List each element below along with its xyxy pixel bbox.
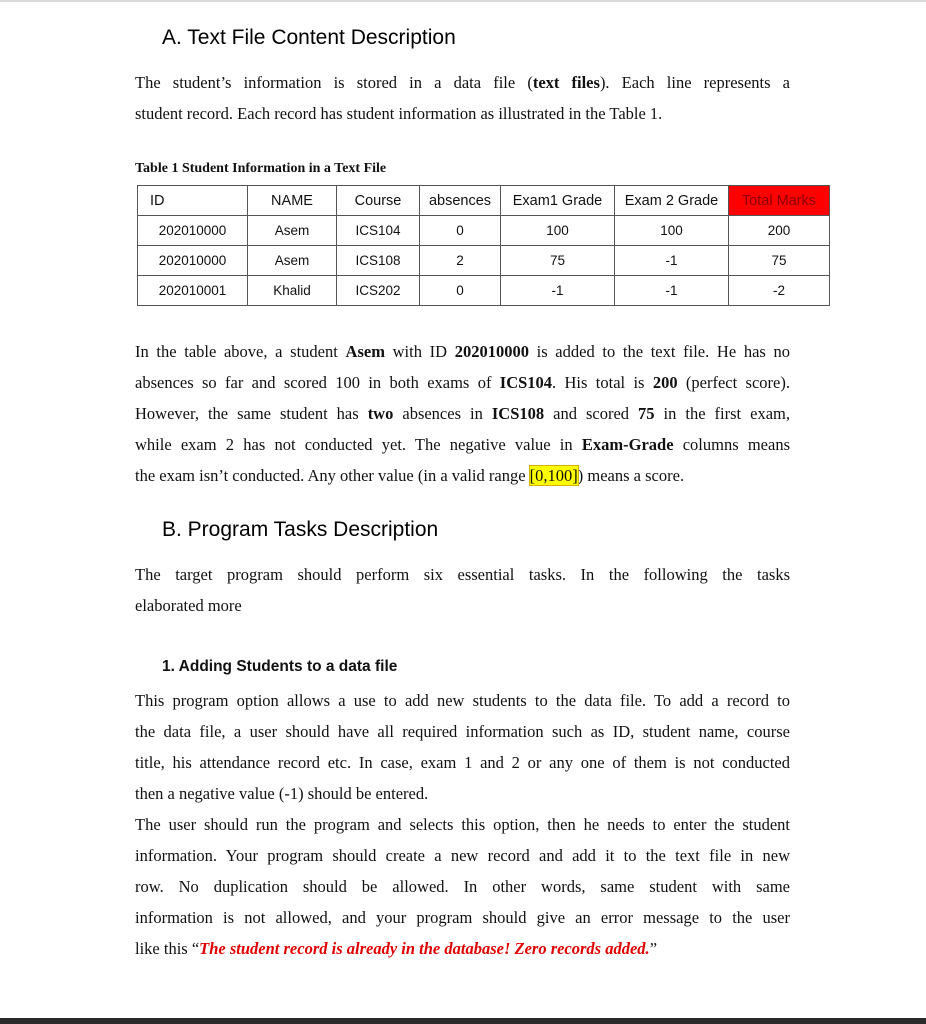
cell-exam1: -1	[501, 276, 615, 306]
cell-exam1: 75	[501, 246, 615, 276]
section-a-title: A. Text File Content Description	[162, 26, 456, 49]
col-header-total: Total Marks	[729, 186, 830, 216]
table-row	[138, 246, 830, 276]
cell-total: -2	[729, 276, 830, 306]
col-header-exam1: Exam1 Grade	[501, 186, 615, 216]
task1-line: This program option allows a use to add new students to the data file. To add a record to	[135, 691, 790, 710]
cell-id: 202010000	[138, 246, 248, 276]
task1-line: the data file, a user should have all required information such as ID, student name, course	[135, 722, 790, 741]
page-top-edge	[0, 0, 926, 2]
task1-line: title, his attendance record etc. In case, exam 1 and 2 or any one of them is not conducted	[135, 753, 790, 772]
cell-absences: 0	[420, 216, 501, 246]
cell-name: Khalid	[248, 276, 337, 306]
highlighted-range: [0,100]	[529, 466, 578, 485]
explain-line-5: the exam isn’t conducted. Any other value (in a valid range [0,100]) means a score.	[135, 466, 685, 485]
section-b-line-1: The target program should perform six essential tasks. In the following the tasks	[135, 565, 790, 584]
page-bottom-edge	[0, 1018, 926, 1024]
table-row	[138, 276, 830, 306]
cell-course: ICS104	[337, 216, 420, 246]
cell-name: Asem	[248, 216, 337, 246]
task-1-body	[135, 685, 790, 964]
cell-absences: 0	[420, 276, 501, 306]
table-row	[138, 216, 830, 246]
cell-total: 200	[729, 216, 830, 246]
col-header-exam2: Exam 2 Grade	[615, 186, 729, 216]
student-info-table	[137, 185, 830, 306]
cell-absences: 2	[420, 246, 501, 276]
cell-exam2: 100	[615, 216, 729, 246]
explain-line-1: In the table above, a student Asem with ID 202010000 is added to the text file. He has no	[135, 342, 790, 361]
cell-exam1: 100	[501, 216, 615, 246]
task-1-heading: 1. Adding Students to a data file	[162, 658, 398, 675]
section-b-line-2: elaborated more	[135, 596, 242, 615]
task1-line: row. No duplication should be allowed. In other words, same student with same	[135, 877, 790, 896]
cell-exam2: -1	[615, 276, 729, 306]
table-explanation	[135, 336, 790, 491]
cell-id: 202010000	[138, 216, 248, 246]
intro-line-1: The student’s information is stored in a data file (text files). Each line represents a	[135, 73, 790, 92]
cell-total: 75	[729, 246, 830, 276]
cell-name: Asem	[248, 246, 337, 276]
table-header-row	[138, 186, 830, 216]
task1-line: information is not allowed, and your program should give an error message to the user	[135, 908, 790, 927]
explain-line-4: while exam 2 has not conducted yet. The negative value in Exam-Grade columns means	[135, 435, 790, 454]
cell-course: ICS108	[337, 246, 420, 276]
section-b-title: B. Program Tasks Description	[162, 518, 439, 541]
cell-course: ICS202	[337, 276, 420, 306]
task1-line: The user should run the program and selects this option, then he needs to enter the student	[135, 815, 790, 834]
cell-exam2: -1	[615, 246, 729, 276]
cell-id: 202010001	[138, 276, 248, 306]
col-header-id: ID	[138, 186, 248, 216]
task1-line: then a negative value (-1) should be entered.	[135, 784, 429, 803]
col-header-absences: absences	[420, 186, 501, 216]
section-b-intro	[135, 559, 790, 621]
intro-line-2: student record. Each record has student information as illustrated in the Table 1.	[135, 104, 663, 123]
explain-line-3: However, the same student has two absences in ICS108 and scored 75 in the first exam,	[135, 404, 790, 423]
error-message: The student record is already in the database! Zero records added.	[199, 939, 650, 958]
explain-line-2: absences so far and scored 100 in both exams of ICS104. His total is 200 (perfect score).	[135, 373, 790, 392]
task1-line: information. Your program should create a new record and add it to the text file in new	[135, 846, 790, 865]
section-a-intro	[135, 67, 790, 129]
col-header-name: NAME	[248, 186, 337, 216]
col-header-course: Course	[337, 186, 420, 216]
table-caption: Table 1 Student Information in a Text File	[135, 161, 387, 176]
task1-last-line: like this “The student record is already in the database! Zero records added.”	[135, 939, 658, 958]
